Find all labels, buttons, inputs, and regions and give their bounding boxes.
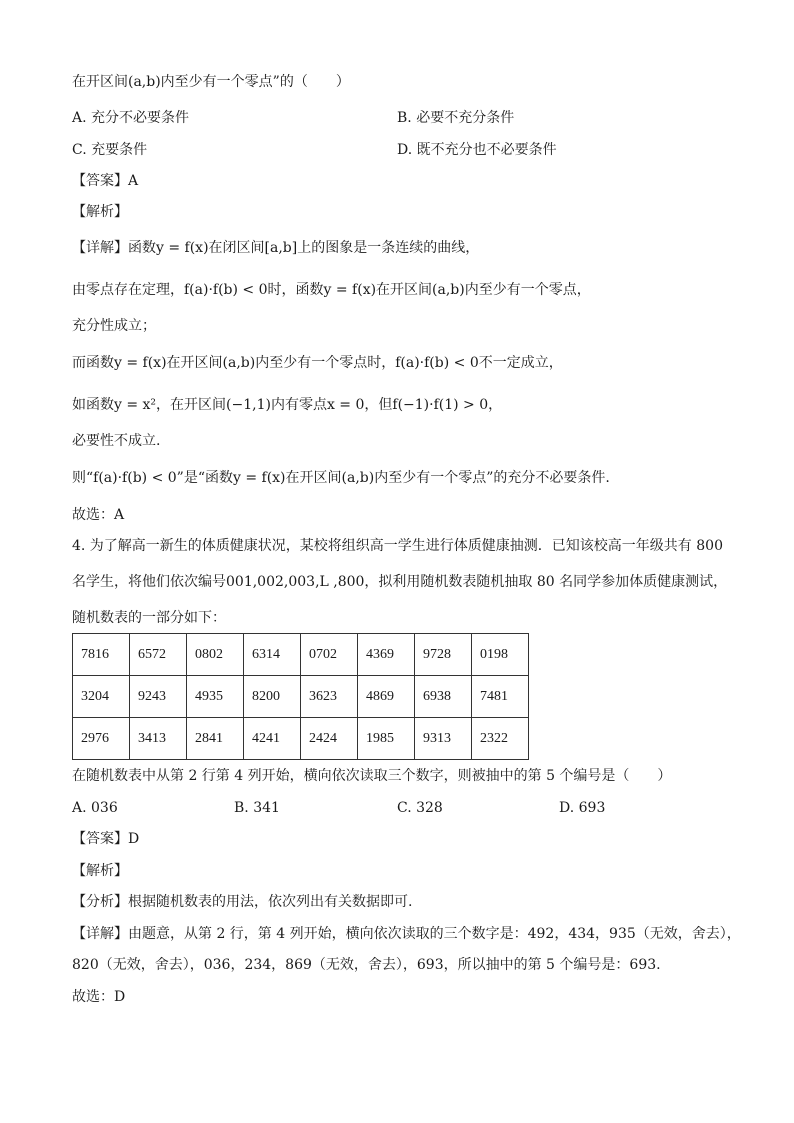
detail-line-5: 如函数y = x²，在开区间(−1,1)内有零点x = 0，但f(−1)·f(1) > 0， <box>72 397 503 413</box>
q4-option-b: B. 341 <box>234 800 280 816</box>
table-cell: 2976 <box>73 718 130 760</box>
choice-line-1: 故选：A <box>72 507 125 523</box>
table-cell: 4935 <box>187 676 244 718</box>
detail2-line-1: 【详解】由题意，从第 2 行，第 4 列开始，横向依次读取的三个数字是：492，434，935（无效，舍去）， <box>72 926 741 942</box>
table-cell: 2322 <box>472 718 529 760</box>
table-cell: 4369 <box>358 634 415 676</box>
table-cell: 3413 <box>130 718 187 760</box>
random-number-table <box>72 633 529 760</box>
table-cell: 7816 <box>73 634 130 676</box>
table-cell: 4241 <box>244 718 301 760</box>
table-cell: 2424 <box>301 718 358 760</box>
table-cell: 9313 <box>415 718 472 760</box>
question4-prompt: 在随机数表中从第 2 行第 4 列开始，横向依次读取三个数字，则被抽中的第 5 个编号是（ ） <box>72 768 672 784</box>
table-cell: 6572 <box>130 634 187 676</box>
detail-line-3: 充分性成立； <box>72 318 156 334</box>
option-d: D. 既不充分也不必要条件 <box>397 142 557 158</box>
detail-line-2: 由零点存在定理，f(a)·f(b) < 0时，函数y = f(x)在开区间(a,b)内至少有一个零点， <box>72 282 591 298</box>
analysis-label: 【解析】 <box>72 204 128 220</box>
option-a: A. 充分不必要条件 <box>72 110 190 126</box>
answer-label: 【答案】A <box>72 173 139 189</box>
analysis-label-2: 【解析】 <box>72 863 128 879</box>
table-row <box>73 718 529 760</box>
option-c: C. 充要条件 <box>72 142 148 158</box>
choice-line-2: 故选：D <box>72 989 126 1005</box>
question4-line-1: 4. 为了解高一新生的体质健康状况，某校将组织高一学生进行体质健康抽测．已知该校高一年级共有 800 <box>72 538 723 554</box>
table-cell: 9243 <box>130 676 187 718</box>
detail-line-7: 则“f(a)·f(b) < 0”是“函数y = f(x)在开区间(a,b)内至少有一个零点”的充分不必要条件. <box>72 470 610 486</box>
table-row <box>73 676 529 718</box>
table-cell: 8200 <box>244 676 301 718</box>
detail-line-4: 而函数y = f(x)在开区间(a,b)内至少有一个零点时，f(a)·f(b) < 0不一定成立， <box>72 355 563 371</box>
question3-stem-end: 在开区间(a,b)内至少有一个零点”的（ ） <box>72 74 350 90</box>
table-cell: 6314 <box>244 634 301 676</box>
answer-label-2: 【答案】D <box>72 831 140 847</box>
table-cell: 0802 <box>187 634 244 676</box>
table-row <box>73 634 529 676</box>
table-cell: 3204 <box>73 676 130 718</box>
option-b: B. 必要不充分条件 <box>397 110 515 126</box>
analysis-note: 【分析】根据随机数表的用法，依次列出有关数据即可. <box>72 894 413 910</box>
q4-option-d: D. 693 <box>559 800 606 816</box>
table-cell: 0198 <box>472 634 529 676</box>
question4-line-2: 名学生，将他们依次编号001,002,003,L ,800，拟利用随机数表随机抽取 80 名同学参加体质健康测试， <box>72 574 728 590</box>
q4-option-c: C. 328 <box>397 800 443 816</box>
q4-option-a: A. 036 <box>72 800 118 816</box>
table-cell: 2841 <box>187 718 244 760</box>
table-cell: 3623 <box>301 676 358 718</box>
detail2-line-2: 820（无效，舍去），036，234，869（无效，舍去），693，所以抽中的第 5 个编号是：693. <box>72 957 661 973</box>
question4-line-3: 随机数表的一部分如下： <box>72 610 226 626</box>
detail-line-6: 必要性不成立. <box>72 433 161 449</box>
table-cell: 7481 <box>472 676 529 718</box>
table-cell: 0702 <box>301 634 358 676</box>
table-cell: 4869 <box>358 676 415 718</box>
table-cell: 6938 <box>415 676 472 718</box>
table-cell: 9728 <box>415 634 472 676</box>
table-cell: 1985 <box>358 718 415 760</box>
detail-line-1: 【详解】函数y = f(x)在闭区间[a,b]上的图象是一条连续的曲线， <box>72 240 480 256</box>
